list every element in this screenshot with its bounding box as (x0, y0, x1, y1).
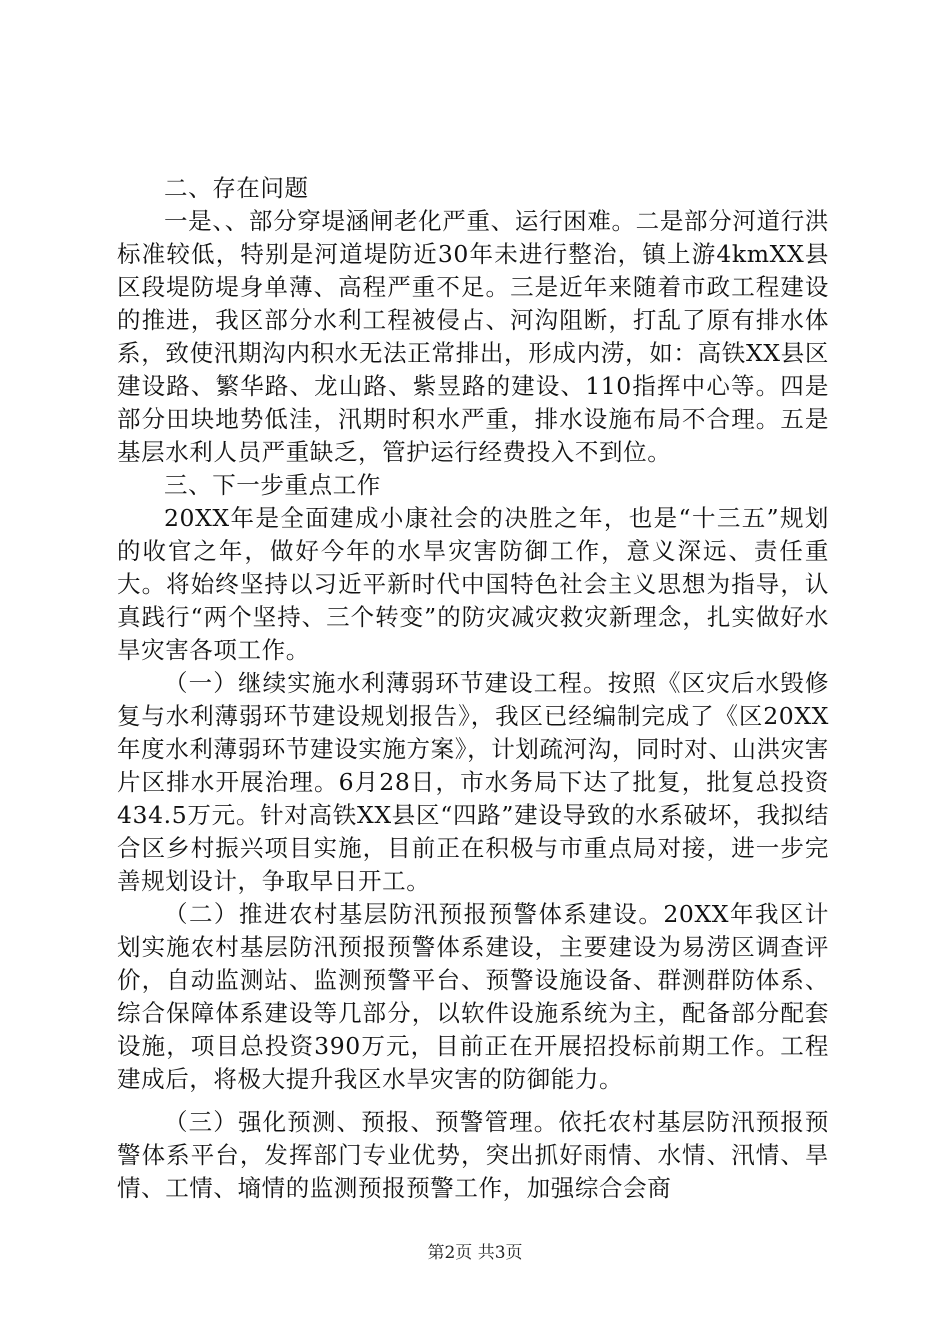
work-item-2-paragraph: （二）推进农村基层防汛预报预警体系建设。20XX年我区计划实施农村基层防汛预报预警体系建设，主要建设为易涝区调查评价，自动监测站、监测预警平台、预警设施设备、群测群防体系、综合保障体系建设等几部分，以软件设施系统为主，配备部分配套设施，项目总投资390万元，目前正在开展招投标前期工作。工程建成后，将极大提升我区水旱灾害的防御能力。 (117, 900, 829, 1093)
document-body (117, 172, 829, 1205)
work-item-1-paragraph: （一）继续实施水利薄弱环节建设工程。按照《区灾后水毁修复与水利薄弱环节建设规划报告》，我区已经编制完成了《区20XX年度水利薄弱环节建设实施方案》，计划疏河沟，同时对、山洪灾害片区排水开展治理。6月28日，市水务局下达了批复，批复总投资434.5万元。针对高铁XX县区“四路”建设导致的水系破坏，我拟结合区乡村振兴项目实施，目前正在积极与市重点局对接，进一步完善规划设计，争取早日开工。 (117, 669, 829, 895)
work-item-3-paragraph: （三）强化预测、预报、预警管理。依托农村基层防汛预报预警体系平台，发挥部门专业优势，突出抓好雨情、水情、汛情、旱情、工情、墒情的监测预报预警工作，加强综合会商 (117, 1108, 829, 1202)
section-heading-next-steps: 三、下一步重点工作 (164, 471, 381, 499)
problems-paragraph: 一是、、部分穿堤涵闸老化严重、运行困难。二是部分河道行洪标准较低，特别是河道堤防近30年未进行整治，镇上游4kmXX县区段堤防堤身单薄、高程严重不足。三是近年来随着市政工程建设的推进，我区部分水利工程被侵占、河沟阻断，打乱了原有排水体系，致使汛期沟内积水无法正常排出，形成内涝，如：高铁XX县区建设路、繁华路、龙山路、紫昱路的建设、110指挥中心等。四是部分田块地势低洼，汛期时积水严重，排水设施布局不合理。五是基层水利人员严重缺乏，管护运行经费投入不到位。 (117, 207, 829, 466)
section-heading-problems: 二、存在问题 (164, 174, 309, 202)
next-steps-intro-paragraph: 20XX年是全面建成小康社会的决胜之年，也是“十三五”规划的收官之年，做好今年的水旱灾害防御工作，意义深远、责任重大。将始终坚持以习近平新时代中国特色社会主义思想为指导，认真践行“两个坚持、三个转变”的防灾减灾救灾新理念，扎实做好水旱灾害各项工作。 (117, 504, 829, 664)
page-number-footer: 第2页 共3页 (427, 1243, 523, 1263)
